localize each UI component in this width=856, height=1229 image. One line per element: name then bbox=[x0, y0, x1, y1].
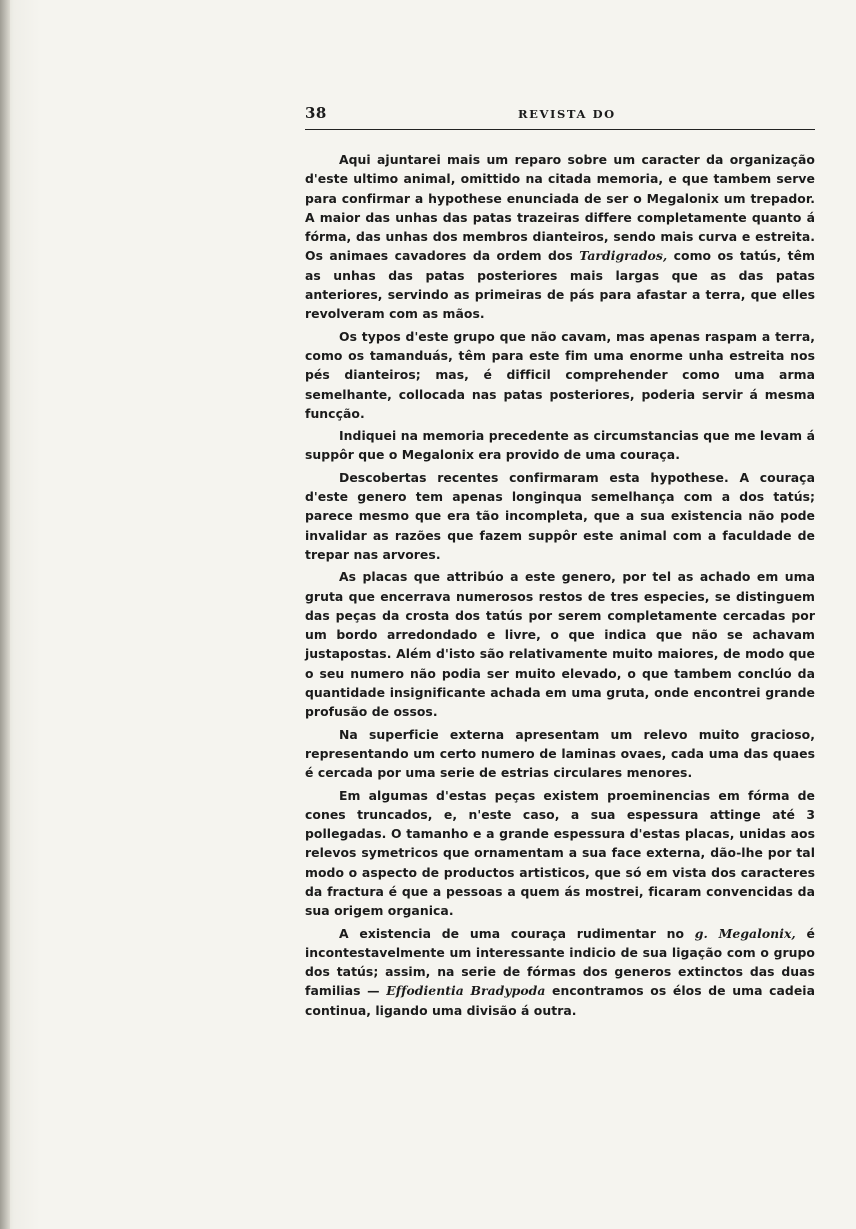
paragraph-text: A existencia de uma couraça rudimentar no bbox=[339, 925, 695, 941]
binding-shadow bbox=[0, 0, 10, 1229]
paragraph-text: Em algumas d'estas peças existem proeminencias em fórma de cones truncados, e, n'este caso, a sua espessura attinge até 3 pollegadas. O tamanho e a grande espessura d'estas placas, unidas aos relevos symetricos que ornamentam a sua face externa, dão-lhe por tal modo o aspecto de productos artisticos, que só em vista dos caracteres da fractura é que a pessoas a quem ás mostrei, ficaram convencidas da sua origem organica. bbox=[305, 787, 815, 919]
paragraph-text: Descobertas recentes confirmaram esta hypothese. A couraça d'este genero tem apenas longinqua semelhança com a dos tatús; parece mesmo que era tão incompleta, que a sua existencia não pode invalidar as razões que fazem suppôr este animal com a faculdade de trepar nas arvores. bbox=[305, 469, 815, 562]
paragraph bbox=[305, 924, 815, 1020]
paragraph bbox=[305, 567, 815, 721]
running-head: REVISTA DO bbox=[518, 107, 616, 121]
paragraph-text: As placas que attribúo a este genero, por tel as achado em uma gruta que encerrava numerosos restos de tres especies, se distinguem das peças da crosta dos tatús por serem completamente cercadas por um bordo arredondado e livre, o que indica que não se achavam justapostas. Além d'isto são relativamente muito maiores, de modo que o seu numero não podia ser muito elevado, o que tambem conclúo da quantidade insignificante achada em uma gruta, onde encontrei grande profusão de ossos. bbox=[305, 569, 815, 720]
italic-text: Effodientia Bradypoda bbox=[386, 983, 546, 999]
page-number: 38 bbox=[305, 104, 327, 122]
italic-text: Tardigrados, bbox=[579, 248, 668, 264]
header-rule bbox=[305, 129, 815, 130]
paragraph-text: encontramos os élos de uma cadeia continua, ligando uma divisão á outra. bbox=[305, 983, 815, 1018]
body-text bbox=[305, 150, 815, 1020]
paragraph bbox=[305, 150, 815, 324]
paragraph-text: como os tatús, têm as unhas das patas posteriores mais largas que as das patas anteriores, servindo as primeiras de pás para afastar a terra, que elles revolveram com as mãos. bbox=[305, 248, 815, 322]
paragraph bbox=[305, 426, 815, 465]
paragraph-text: Os typos d'este grupo que não cavam, mas apenas raspam a terra, como os tamanduás, têm para este fim uma enorme unha estreita nos pés dianteiros; mas, é difficil comprehender como uma arma semelhante, collocada nas patas posteriores, poderia servir á mesma funcção. bbox=[305, 328, 815, 421]
paragraph-text: Na superficie externa apresentam um relevo muito gracioso, representando um certo numero de laminas ovaes, cada uma das quaes é cercada por uma serie de estrias circulares menores. bbox=[305, 726, 815, 781]
paragraph bbox=[305, 725, 815, 783]
paragraph bbox=[305, 786, 815, 921]
page-header bbox=[305, 104, 815, 134]
paragraph-text: é incontestavelmente um interessante indicio de sua ligação com o grupo dos tatús; assim, na serie de fórmas dos generos extinctos das duas familias — bbox=[305, 925, 815, 999]
paragraph-text: Indiquei na memoria precedente as circumstancias que me levam á suppôr que o Megalonix era provido de uma couraça. bbox=[305, 428, 815, 463]
paragraph-text: Aqui ajuntarei mais um reparo sobre um caracter da organização d'este ultimo animal, omittido na citada memoria, e que tambem serve para confirmar a hypothese enunciada de ser o Megalonix um trepador. A maior das unhas das patas trazeiras differe completamente quanto á fórma, das unhas dos membros dianteiros, sendo mais curva e estreita. Os animaes cavadores da ordem dos bbox=[305, 152, 815, 264]
italic-text: g. Megalonix, bbox=[694, 925, 796, 941]
paragraph bbox=[305, 327, 815, 423]
paragraph bbox=[305, 468, 815, 564]
